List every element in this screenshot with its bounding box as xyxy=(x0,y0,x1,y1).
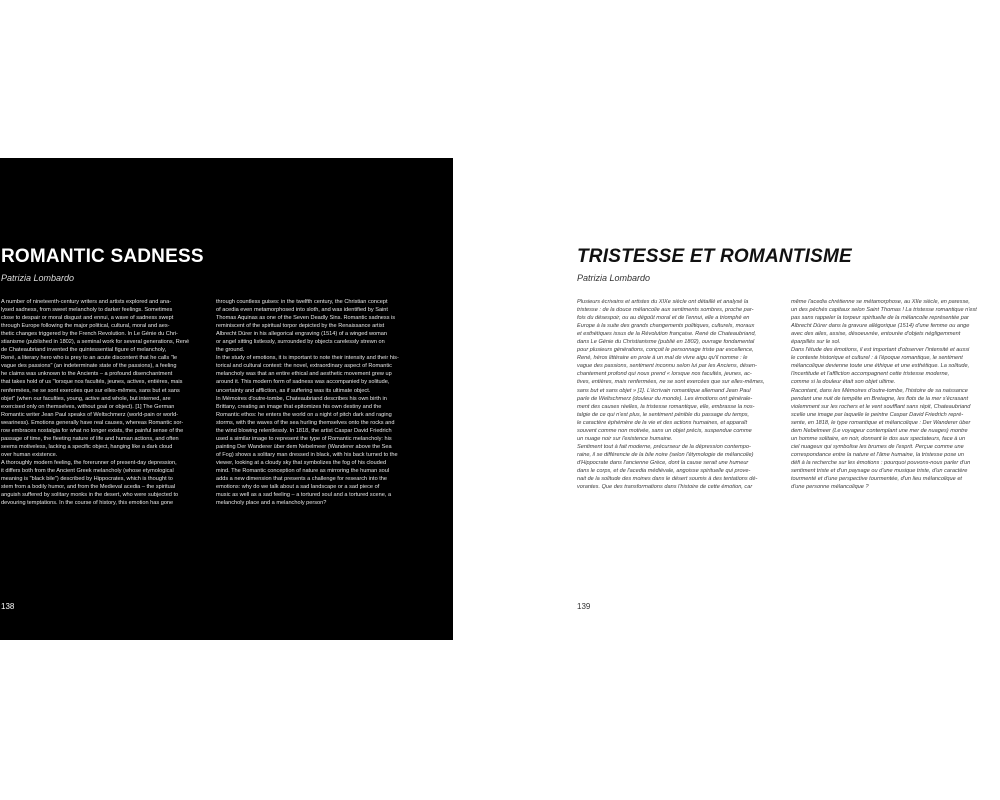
left-page xyxy=(0,158,453,640)
author-name: Patrizia Lombardo xyxy=(1,273,75,283)
body-text: même l'acedia chrétienne se métamorphose, au XIIe siècle, en paresse, un des péchés capitaux selon Saint Thomas ! La tristesse romantique n'est pas sans rappeler la torpeur spirituelle de la mélancolie représentée par Albrecht Dürer dans la gravure allégorique (1514) d'une femme ou ange avec des ailes, assise, désoeuvrée, entourée d'objets négligemment éparpillés sur le sol. Dans l'étude des émotions, il est important d'observer l'intensité et aussi le contexte historique et culturel : à l'époque romantique, le sentiment mélancolique devienne toute une éthique et une esthétique. La solitude, l'incertitude et l'affliction accompagnent cette tristesse moderne, comme si la douleur était son objet ultime. Racontant, dans les Mémoires d'outre-tombe, l'histoire de sa naissance pendant une nuit de tempête en Bretagne, les flots de la mer s'écrasant violemment sur les rochers et le vent soufflant sans répit, Chateaubriand scelle une image par laquelle le peintre Caspar David Friedrich repré- sente, en 1818, le type romantique et mélancolique : Der Wanderer über dem Nebelmeer (Le voyageur contemplant une mer de nuages) montre un homme solitaire, en noir, donnant le dos aux spectateurs, face à un ciel nuageux qui symbolise les brumes de l'esprit. Perçue comme une correspondance entre la nature et l'âme humaine, la tristesse pose un défi à la recherche sur les émotions : pourquoi pouvons-nous parler d'un sentiment triste et d'un paysage ou d'une musique triste, d'un caractère tourmenté et d'une perspective tourmentée, d'un lieu mélancolique et d'une personne mélancolique ? xyxy=(791,299,977,491)
right-page xyxy=(500,158,1000,640)
author-name: Patrizia Lombardo xyxy=(577,273,651,283)
page-title: TRISTESSE ET ROMANTISME xyxy=(577,246,852,267)
text-column-1 xyxy=(577,298,773,491)
text-column-2 xyxy=(791,298,987,491)
page-title: ROMANTIC SADNESS xyxy=(1,246,204,267)
body-text: Plusieurs écrivains et artistes du XIXe siècle ont détaillé et analysé la tristesse : de la douce mélancolie aux sentiments sombres, proche par- fois du désespoir, ou au dégoût moral et de l'ennui, elle a triomphé en Europe à la suite des grands changements politiques, culturels, moraux et esthétiques issus de la Révolution française. René de Chateaubriand, dans Le Génie du Christianisme (publié en 1802), ouvrage fondamental pour plusieurs générations, conçoit le personnage triste par excellence, René, héros littéraire en proie à un mal de vivre aigu qu'il nomme : le vague des passions, sentiment inconnu selon lui par les Anciens, désen- chantement profond qui nous prend « lorsque nos facultés, jeunes, ac- tives, entières, mais renfermées, ne se sont exercées que sur elles-mêmes, sans but et sans objet » [1]. L'écrivain romantique allemand Jean Paul parle de Weltschmerz (douleur du monde). Les émotions ont générale- ment des causes réelles, la tristesse romantique, elle, embrasse la nos- talgie de ce qui n'est plus, le sentiment pénible du passage du temps, le caractère éphémère de la vie et des actions humaines, et apparaît souvent comme non motivée, sans un objet précis, suspendue comme un nuage noir sur l'existence humaine. Sentiment tout à fait moderne, précurseur de la dépression contempo- raine, il se différencie de la bile noire (selon l'étymologie de mélancolie) d'Hippocrate dans l'ancienne Grèce, dont la cause serait une humeur dans le corps, et de l'acedia médiévale, angoisse spirituelle qui prove- nait de la solitude des moines dans le désert soumis à des tentations dé- vorantes. Que des transformations dans l'histoire de cette émotion, car xyxy=(577,299,765,491)
page-number: 139 xyxy=(577,602,591,611)
text-column-1 xyxy=(1,298,207,507)
body-text: A number of nineteenth-century writers and artists explored and ana- lysed sadness, from sweet melancholy to darker feelings. Sometimes close to despair or moral disgust and ennui, a wave of sadness swept through Europe following the major political, cultural, moral and aes- thetic changes triggered by the French Revolution. In Le Génie du Chri- stianisme (published in 1802), a seminal work for several generations, René de Chateaubriand invented the quintessential figure of melancholy, René, a literary hero who is prey to an acute discontent that he calls "le vague des passions" (an indeterminate state of the passions), a feeling he claims was unknown to the Ancients – a profound disenchantment that takes hold of us "lorsque nos facultés, jeunes, actives, entières, mais renfermées, ne se sont exercées que sur elles-mêmes, sans but et sans objet" (when our faculties, young, active and whole, but interned, are exercised only on themselves, without goal or object). [1] The German Romantic writer Jean Paul speaks of Weltschmerz (world-pain or world- weariness). Emotions generally have real causes, whereas Romantic sor- row embraces nostalgia for what no longer exists, the painful sense of the passage of time, the fleeting nature of life and human actions, and often seems motiveless, lacking a specific object, hanging like a dark cloud over human existence. A thoroughly modern feeling, the forerunner of present-day depression, it differs both from the Ancient Greek melancholy (whose etymological meaning is "black bile") described by Hippocrates, which is thought to stem from a bodily humor, and from the Medieval acedia – the spiritual anguish suffered by solitary monks in the desert, who were subjected to devouring temptations. In the course of history, this emotion has gone xyxy=(1,299,190,507)
page-number: 138 xyxy=(1,602,15,611)
body-text: through countless guises: in the twelfth century, the Christian concept of acedia even metamorphosed into sloth, and was identified by Saint Thomas Aquinas as one of the Seven Deadly Sins. Romantic sadness is reminiscent of the spiritual torpor depicted by the Renaissance artist Albrecht Dürer in his allegorical engraving (1514) of a winged woman or angel sitting listlessly, surrounded by objects carelessly strewn on the ground. In the study of emotions, it is important to note their intensity and their his- torical and cultural context: the novel, extraordinary aspect of Romantic melancholy was that an entire ethical and aesthetic movement grew up around it. This modern form of sadness was accompanied by solitude, uncertainty and affliction, as if suffering was its ultimate object. In Mémoires d'outre-tombe, Chateaubriand describes his own birth in Brittany, creating an image that epitomizes his own destiny and the Romantic ethos: he enters the world on a night of pitch dark and raging storms, with the waves of the sea hurling themselves onto the rocks and the wind blowing relentlessly. In 1818, the artist Caspar David Friedrich used a similar image to represent the type of Romantic melancholy: his painting Der Wanderer über dem Nebelmeer (Wanderer above the Sea of Fog) shows a solitary man dressed in black, with his back turned to the viewer, looking at a cloudy sky that symbolizes the fog of his clouded mind. The Romantic conception of nature as mirroring the human soul adds a new dimension that presents a challenge for research into the emotions: why do we talk about a sad landscape or a sad piece of music as well as a sad feeling – a tortured soul and a tortured scene, a melancholy place and a melancholy person? xyxy=(216,299,399,507)
text-column-2 xyxy=(216,298,422,507)
